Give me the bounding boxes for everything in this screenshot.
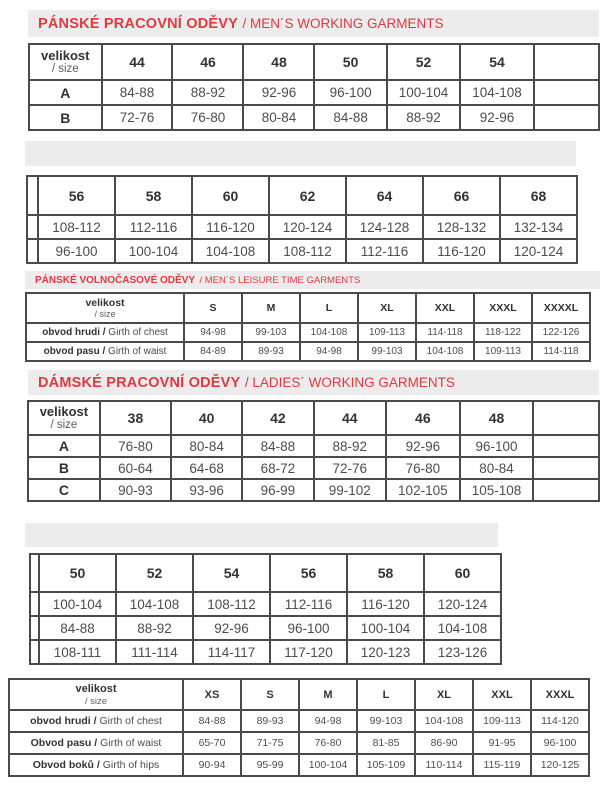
value-cell: 92-96 <box>460 105 534 130</box>
table-row <box>9 732 589 754</box>
value-cell: 109-113 <box>358 323 416 342</box>
value-cell: 94-98 <box>299 710 357 732</box>
section-title-czech: PÁNSKÉ PRACOVNÍ ODĚVY <box>38 15 238 32</box>
value-cell: 104-108 <box>300 323 358 342</box>
value-cell: 120-123 <box>347 640 424 664</box>
size-header-cell: 64 <box>346 176 423 215</box>
value-cell: 116-120 <box>192 215 269 239</box>
size-header-cell: L <box>357 679 415 710</box>
value-cell: 76-80 <box>100 435 171 457</box>
value-cell: 118-122 <box>474 323 532 342</box>
size-header-cell: 56 <box>270 554 347 592</box>
value-cell: 60-64 <box>100 457 171 479</box>
value-cell: 86-90 <box>415 732 473 754</box>
table-row <box>27 215 577 239</box>
size-header-cell: 46 <box>386 401 460 435</box>
value-cell: 104-108 <box>116 592 193 616</box>
value-cell: 91-95 <box>473 732 531 754</box>
row-label-cell: Obvod pasu / Girth of waist <box>9 732 183 754</box>
mens-leisure-girth-table <box>25 292 591 367</box>
value-cell: 100-104 <box>39 592 116 616</box>
size-header-cell: M <box>242 293 300 323</box>
value-cell: 111-114 <box>116 640 193 664</box>
ladies-working-sizes-50-60 <box>29 553 502 665</box>
value-cell: 90-94 <box>183 754 241 776</box>
size-header-cell: XXXL <box>531 679 589 710</box>
value-cell: 84-88 <box>102 80 173 105</box>
size-header-cell: 54 <box>460 44 534 80</box>
value-cell: 96-100 <box>314 80 386 105</box>
value-cell: 96-100 <box>270 616 347 640</box>
value-cell: 132-134 <box>500 215 577 239</box>
value-cell: 102-105 <box>386 479 460 501</box>
ladies-measurements-table <box>8 678 591 782</box>
value-cell: 105-108 <box>460 479 534 501</box>
size-header-cell: 40 <box>171 401 242 435</box>
section-title-czech: PÁNSKÉ VOLNOČASOVÉ ODĚVY <box>35 274 196 286</box>
value-cell: 104-108 <box>424 616 501 640</box>
row-label-cell: B <box>29 105 102 130</box>
value-cell: 80-84 <box>460 457 534 479</box>
value-cell: 120-124 <box>424 592 501 616</box>
size-header-cell: 58 <box>115 176 192 215</box>
table-row <box>30 640 501 664</box>
value-cell: 84-88 <box>183 710 241 732</box>
value-cell: 84-89 <box>184 342 242 361</box>
section-title-czech: DÁMSKÉ PRACOVNÍ ODĚVY <box>38 374 241 391</box>
value-cell: 104-108 <box>415 710 473 732</box>
mens-working-sizes-56-68-table <box>26 175 578 270</box>
value-cell: 96-99 <box>242 479 313 501</box>
value-cell: 81-85 <box>357 732 415 754</box>
size-header-cell: M <box>299 679 357 710</box>
value-cell: 122-126 <box>532 323 590 342</box>
value-cell: 65-70 <box>183 732 241 754</box>
size-header-cell: XL <box>358 293 416 323</box>
table-row <box>28 457 599 479</box>
value-cell: 100-104 <box>347 616 424 640</box>
clipped-column-cell <box>533 479 599 501</box>
table-row <box>27 239 577 263</box>
table-row <box>9 754 589 776</box>
size-header-cell: 56 <box>38 176 115 215</box>
section-title-english: / LADIES´ WORKING GARMENTS <box>244 375 455 390</box>
value-cell: 88-92 <box>387 105 461 130</box>
value-cell: 109-113 <box>473 710 531 732</box>
size-header-cell: 68 <box>500 176 577 215</box>
size-header-cell: 54 <box>193 554 270 592</box>
clipped-column-cell <box>533 435 599 457</box>
size-header-cell: XXL <box>473 679 531 710</box>
value-cell: 96-100 <box>531 732 589 754</box>
size-label-cell: velikost / size <box>29 44 102 80</box>
value-cell: 94-98 <box>300 342 358 361</box>
size-header-cell: 52 <box>116 554 193 592</box>
value-cell: 76-80 <box>299 732 357 754</box>
clipped-label-column-cell <box>30 554 39 592</box>
value-cell: 72-76 <box>102 105 173 130</box>
row-label-cell <box>30 640 39 664</box>
size-header-cell: 58 <box>347 554 424 592</box>
table-row <box>26 342 590 361</box>
value-cell: 117-120 <box>270 640 347 664</box>
value-cell: 99-103 <box>357 710 415 732</box>
size-header-cell: 52 <box>387 44 461 80</box>
size-header-cell: 66 <box>423 176 500 215</box>
value-cell: 99-103 <box>242 323 300 342</box>
value-cell: 105-109 <box>357 754 415 776</box>
row-label-cell: A <box>29 80 102 105</box>
clipped-column-cell <box>534 80 599 105</box>
mens-leisure-girth <box>25 292 591 362</box>
value-cell: 68-72 <box>242 457 313 479</box>
size-header-cell: 44 <box>314 401 386 435</box>
mens-working-sizes-44-54 <box>28 43 600 131</box>
value-cell: 123-126 <box>424 640 501 664</box>
value-cell: 93-96 <box>171 479 242 501</box>
size-header-cell: XXXXL <box>532 293 590 323</box>
value-cell: 90-93 <box>100 479 171 501</box>
value-cell: 80-84 <box>171 435 242 457</box>
value-cell: 88-92 <box>116 616 193 640</box>
size-header-cell: 48 <box>243 44 314 80</box>
mens-working-sizes-56-68 <box>26 175 578 264</box>
value-cell: 76-80 <box>386 457 460 479</box>
value-cell: 108-112 <box>269 239 346 263</box>
table-row <box>29 105 599 130</box>
row-label-cell: A <box>28 435 100 457</box>
row-label-cell: obvod hrudi / Girth of chest <box>9 710 183 732</box>
row-label-cell <box>30 616 39 640</box>
value-cell: 92-96 <box>386 435 460 457</box>
value-cell: 88-92 <box>172 80 243 105</box>
value-cell: 114-118 <box>532 342 590 361</box>
value-cell: 72-76 <box>314 457 386 479</box>
row-label-cell <box>27 239 38 263</box>
table-row <box>9 710 589 732</box>
value-cell: 100-104 <box>115 239 192 263</box>
value-cell: 112-116 <box>346 239 423 263</box>
ladies-working-sizes-38-48 <box>27 400 600 502</box>
ladies-working-sizes-38-48-table <box>27 400 600 512</box>
value-cell: 89-93 <box>241 710 299 732</box>
clipped-column-cell <box>534 105 599 130</box>
value-cell: 71-75 <box>241 732 299 754</box>
value-cell: 108-111 <box>39 640 116 664</box>
value-cell: 99-102 <box>314 479 386 501</box>
value-cell: 104-108 <box>192 239 269 263</box>
row-label-cell: C <box>28 479 100 501</box>
size-header-cell: 42 <box>242 401 313 435</box>
value-cell: 92-96 <box>193 616 270 640</box>
value-cell: 120-125 <box>531 754 589 776</box>
section-title-english: / MEN´S LEISURE TIME GARMENTS <box>199 274 361 286</box>
value-cell: 114-117 <box>193 640 270 664</box>
value-cell: 100-104 <box>299 754 357 776</box>
row-label-cell: B <box>28 457 100 479</box>
clipped-column-cell <box>534 44 599 80</box>
size-header-cell: XL <box>415 679 473 710</box>
size-header-cell: XXXL <box>474 293 532 323</box>
value-cell: 128-132 <box>423 215 500 239</box>
value-cell: 84-88 <box>242 435 313 457</box>
size-header-cell: 48 <box>460 401 534 435</box>
section-divider-bar <box>25 141 576 166</box>
value-cell: 80-84 <box>243 105 314 130</box>
table-row <box>30 616 501 640</box>
ladies-working-sizes-50-60-table <box>29 553 502 671</box>
section-title-mens-working <box>28 10 599 37</box>
size-header-cell: 60 <box>424 554 501 592</box>
size-header-cell: 44 <box>102 44 173 80</box>
size-header-cell: 50 <box>39 554 116 592</box>
clipped-column-cell <box>533 457 599 479</box>
value-cell: 104-108 <box>416 342 474 361</box>
size-header-cell: S <box>241 679 299 710</box>
size-label-cell: velikost / size <box>28 401 100 435</box>
size-header-cell: XS <box>183 679 241 710</box>
value-cell: 120-124 <box>500 239 577 263</box>
value-cell: 99-103 <box>358 342 416 361</box>
row-label-cell <box>27 215 38 239</box>
value-cell: 115-119 <box>473 754 531 776</box>
size-header-cell: L <box>300 293 358 323</box>
size-header-cell: 60 <box>192 176 269 215</box>
size-header-cell: 46 <box>172 44 243 80</box>
value-cell: 92-96 <box>243 80 314 105</box>
value-cell: 95-99 <box>241 754 299 776</box>
table-row <box>28 479 599 501</box>
section-divider-bar <box>25 523 498 547</box>
value-cell: 108-112 <box>193 592 270 616</box>
mens-working-sizes-44-54-table <box>28 43 600 143</box>
value-cell: 96-100 <box>460 435 534 457</box>
clipped-column-cell <box>533 401 599 435</box>
value-cell: 120-124 <box>269 215 346 239</box>
value-cell: 84-88 <box>314 105 386 130</box>
size-header-cell: S <box>184 293 242 323</box>
table-row <box>30 592 501 616</box>
section-title-ladies-working <box>28 370 599 395</box>
table-row <box>26 323 590 342</box>
value-cell: 89-93 <box>242 342 300 361</box>
size-header-cell: XXL <box>416 293 474 323</box>
row-label-cell: obvod hrudi / Girth of chest <box>26 323 184 342</box>
size-header-cell: 62 <box>269 176 346 215</box>
value-cell: 114-118 <box>416 323 474 342</box>
value-cell: 76-80 <box>172 105 243 130</box>
value-cell: 124-128 <box>346 215 423 239</box>
value-cell: 112-116 <box>270 592 347 616</box>
clipped-label-column-cell <box>27 176 38 215</box>
size-header-cell: 38 <box>100 401 171 435</box>
row-label-cell: Obvod boků / Girth of hips <box>9 754 183 776</box>
row-label-cell <box>30 592 39 616</box>
value-cell: 116-120 <box>347 592 424 616</box>
value-cell: 94-98 <box>184 323 242 342</box>
size-label-cell: velikost / size <box>9 679 183 710</box>
size-header-cell: 50 <box>314 44 386 80</box>
value-cell: 104-108 <box>460 80 534 105</box>
size-label-cell: velikost / size <box>26 293 184 323</box>
value-cell: 88-92 <box>314 435 386 457</box>
value-cell: 110-114 <box>415 754 473 776</box>
row-label-cell: obvod pasu / Girth of waist <box>26 342 184 361</box>
section-title-english: / MEN´S WORKING GARMENTS <box>242 16 444 31</box>
table-row <box>28 435 599 457</box>
value-cell: 64-68 <box>171 457 242 479</box>
ladies-measurements-girth <box>8 678 590 777</box>
value-cell: 116-120 <box>423 239 500 263</box>
value-cell: 84-88 <box>39 616 116 640</box>
value-cell: 100-104 <box>387 80 461 105</box>
section-title-mens-leisure <box>25 271 600 289</box>
table-row <box>29 80 599 105</box>
value-cell: 112-116 <box>115 215 192 239</box>
value-cell: 109-113 <box>474 342 532 361</box>
value-cell: 114-120 <box>531 710 589 732</box>
value-cell: 96-100 <box>38 239 115 263</box>
value-cell: 108-112 <box>38 215 115 239</box>
